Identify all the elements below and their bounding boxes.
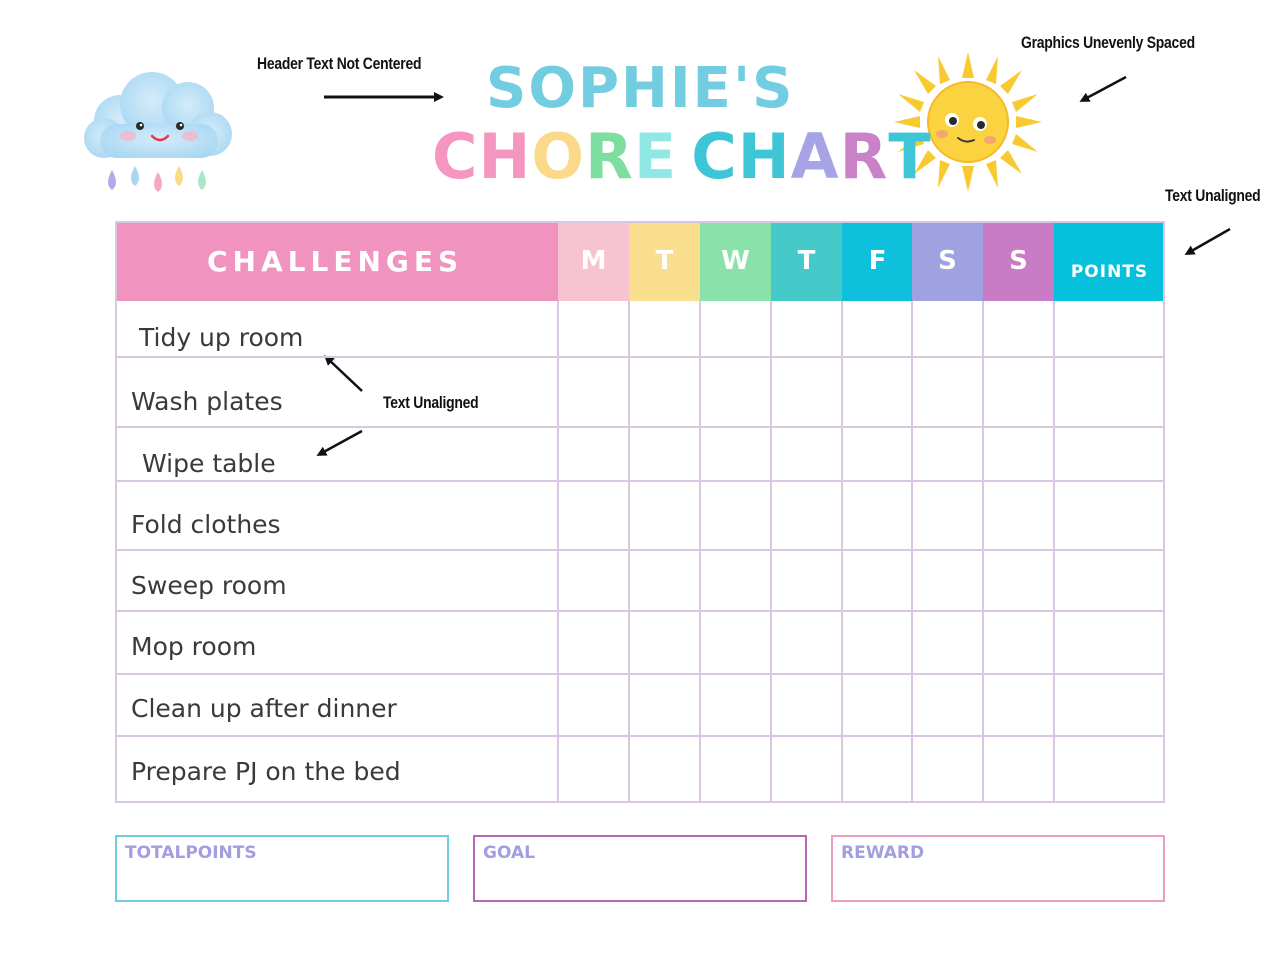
title-name: SOPHIE'S [486, 56, 795, 121]
day-header-6: S [983, 221, 1054, 301]
title-letter: E [633, 120, 678, 193]
title-letter: R [839, 120, 889, 193]
day-header-5: S [912, 221, 983, 301]
total-points-box[interactable] [115, 835, 449, 902]
chore-label-5: Mop room [131, 632, 257, 661]
chore-label-7: Prepare PJ on the bed [131, 757, 401, 786]
challenges-header: CHALLENGES [115, 221, 558, 301]
chore-label-3: Fold clothes [131, 510, 281, 539]
goal-label: GOAL [483, 843, 535, 863]
chore-label-6: Clean up after dinner [131, 694, 397, 723]
annotation-text-unaligned-rows: Text Unaligned [383, 393, 479, 412]
title-letter: H [478, 120, 532, 193]
day-header-1: T [629, 221, 700, 301]
chore-label-0: Tidy up room [139, 323, 304, 352]
day-header-0: M [558, 221, 629, 301]
day-header-3: T [771, 221, 842, 301]
reward-label: REWARD [841, 843, 925, 863]
title-letter: C [691, 120, 738, 193]
day-header-4: F [842, 221, 913, 301]
day-header-2: W [700, 221, 771, 301]
arrow-header-text [1188, 229, 1230, 253]
title-letter: C [432, 120, 479, 193]
title-letter: A [790, 120, 840, 193]
total-points-label: TOTALPOINTS [125, 843, 257, 863]
goal-box[interactable] [473, 835, 807, 902]
chore-label-2: Wipe table [142, 449, 276, 478]
rain-cloud-icon [80, 66, 236, 198]
title-letter: O [531, 120, 586, 193]
annotation-header-not-centered: Header Text Not Centered [257, 54, 422, 73]
chore-chart-table [115, 221, 1165, 803]
chore-label-1: Wash plates [131, 387, 283, 416]
annotation-graphics-unevenly-spaced: Graphics Unevenly Spaced [1021, 33, 1195, 52]
title-chore-chart [432, 120, 932, 193]
chore-label-4: Sweep room [131, 571, 287, 600]
arrow-graphics [1083, 77, 1126, 100]
reward-box[interactable] [831, 835, 1165, 902]
annotation-text-unaligned-header: Text Unaligned [1165, 186, 1261, 205]
title-letter: H [737, 120, 791, 193]
title-letter: R [585, 120, 634, 193]
title-letter: T [888, 120, 932, 193]
points-header: POINTS [1054, 221, 1165, 301]
